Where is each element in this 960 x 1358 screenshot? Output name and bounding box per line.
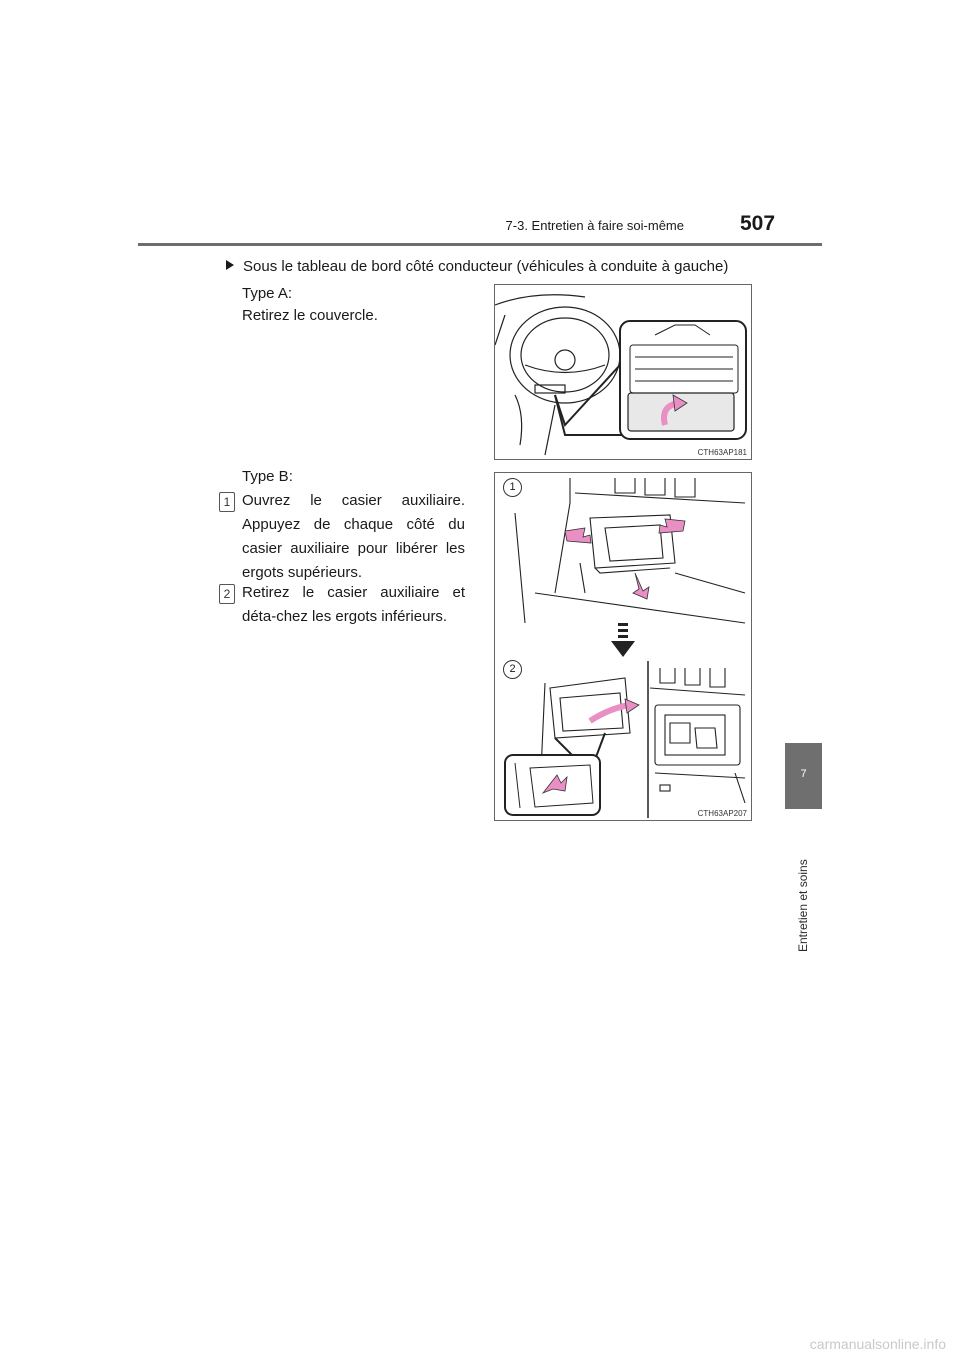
- chapter-tab: [785, 743, 822, 809]
- section-title: 7-3. Entretien à faire soi-même: [505, 218, 684, 233]
- figure-type-b: [494, 472, 752, 821]
- type-a-label: Type A:: [242, 285, 293, 302]
- chapter-label: Entretien et soins: [796, 859, 810, 952]
- watermark: carmanualsonline.info: [809, 1336, 946, 1352]
- page-number: 507: [740, 212, 776, 235]
- header-rule: [138, 243, 822, 246]
- triangle-bullet-icon: [226, 260, 234, 270]
- step-1-text: Ouvrez le casier auxiliaire. Appuyez de chaque côté du casier auxiliaire pour libérer les ergots supérieurs.: [242, 492, 465, 581]
- type-b-label: Type B:: [242, 468, 293, 485]
- bullet-heading: [226, 258, 728, 276]
- step-number-2: 2: [219, 584, 235, 604]
- figure-code: CTH63AP181: [697, 448, 747, 457]
- type-a-instruction: Retirez le couvercle.: [242, 307, 378, 324]
- figure-step-1-label: 1: [503, 478, 522, 497]
- chapter-number: 7: [800, 768, 807, 780]
- figure-code: CTH63AP207: [697, 809, 747, 818]
- step-number-1: 1: [219, 492, 235, 512]
- figure-type-a: [494, 284, 752, 460]
- step-2-text: Retirez le casier auxiliaire et déta-chez les ergots inférieurs.: [242, 584, 465, 625]
- dashboard-cover-illustration: [495, 285, 751, 459]
- bullet-heading-text: Sous le tableau de bord côté conducteur (véhicules à conduite à gauche): [243, 258, 729, 275]
- figure-step-2-label: 2: [503, 660, 522, 679]
- glovebox-removal-illustration: [495, 473, 751, 820]
